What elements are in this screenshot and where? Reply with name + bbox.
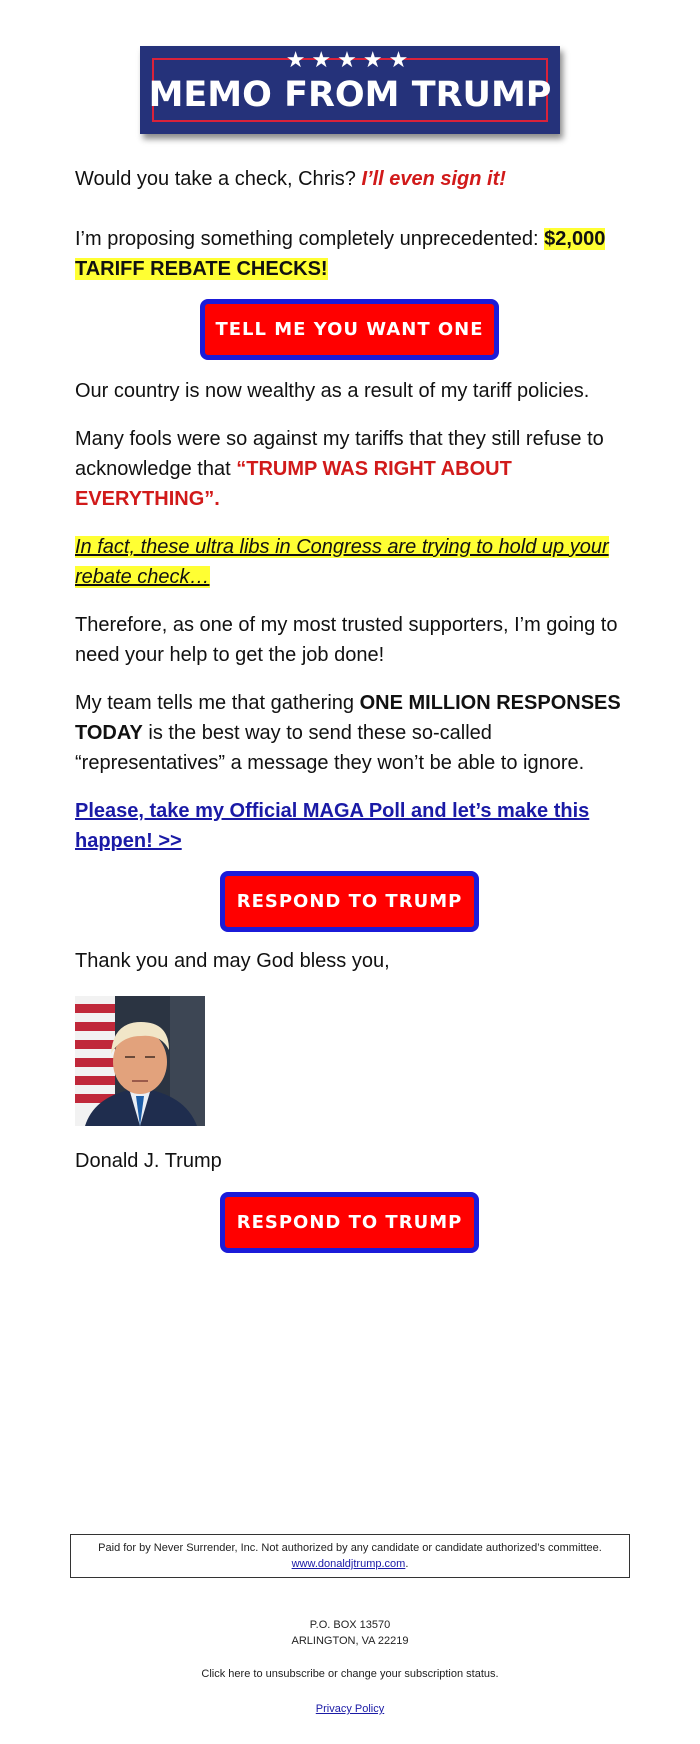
- greeting-text: Would you take a check, Chris?: [75, 168, 356, 190]
- greeting-emphasis: I’ll even sign it!: [361, 168, 506, 190]
- fools-paragraph: [75, 424, 635, 514]
- responses-post: is the best way to send these so-called “representatives” a message they won’t be able to ignore.: [75, 722, 585, 774]
- rebate-highlight: $2,000 TARIFF REBATE CHECKS!: [75, 228, 606, 280]
- privacy-policy-link[interactable]: Privacy Policy: [315, 1703, 385, 1715]
- privacy-policy-link-wrap: [0, 1701, 700, 1717]
- trump-portrait-photo: [75, 996, 205, 1126]
- libs-highlight: In fact, these ultra libs in Congress are trying to hold up your rebate check…: [75, 536, 609, 588]
- libs-paragraph: [75, 532, 635, 592]
- responses-pre: My team tells me that gathering: [75, 692, 355, 714]
- want-one-button[interactable]: TELL ME YOU WANT ONE: [200, 299, 499, 360]
- trump-right-callout: “TRUMP WAS RIGHT ABOUT EVERYTHING”.: [75, 458, 512, 510]
- wealthy-paragraph: Our country is now wealthy as a result of my tariff policies.: [75, 380, 590, 402]
- link-period: .: [405, 1558, 409, 1570]
- greeting-paragraph: [75, 164, 635, 194]
- supporters-paragraph: Therefore, as one of my most trusted supporters, I’m going to need your help to get the job done!: [75, 614, 618, 666]
- respond-button-1[interactable]: RESPOND TO TRUMP: [220, 871, 479, 932]
- thanks-paragraph: Thank you and may God bless you,: [75, 950, 390, 972]
- proposal-paragraph: [75, 224, 635, 284]
- donaldjtrump-link[interactable]: www.donaldjtrump.com: [291, 1558, 406, 1570]
- proposal-text: I’m proposing something completely unprecedented:: [75, 228, 539, 250]
- fools-text: Many fools were so against my tariffs that they still refuse to acknowledge that: [75, 428, 604, 480]
- responses-bold: ONE MILLION RESPONSES TODAY: [75, 692, 621, 744]
- paid-for-text: Paid for by Never Surrender, Inc. Not authorized by any candidate or candidate authorized’s committee.: [98, 1542, 602, 1554]
- stars-row: ★★★★★: [285, 47, 415, 72]
- address-line-2: ARLINGTON, VA 22219: [291, 1635, 409, 1647]
- signature-name: Donald J. Trump: [75, 1150, 222, 1172]
- memo-header-banner: [140, 46, 560, 134]
- responses-paragraph: [75, 688, 635, 778]
- address-line-1: P.O. BOX 13570: [309, 1619, 391, 1631]
- disclaimer-box: [70, 1534, 630, 1578]
- poll-paragraph: [75, 796, 635, 856]
- unsubscribe-link[interactable]: Click here to unsubscribe or change your subscription status.: [201, 1668, 499, 1680]
- banner-title: MEMO FROM TRUMP: [148, 75, 552, 115]
- maga-poll-link[interactable]: Please, take my Official MAGA Poll and let’s make this happen! >>: [75, 800, 590, 852]
- respond-button-2[interactable]: RESPOND TO TRUMP: [220, 1192, 479, 1253]
